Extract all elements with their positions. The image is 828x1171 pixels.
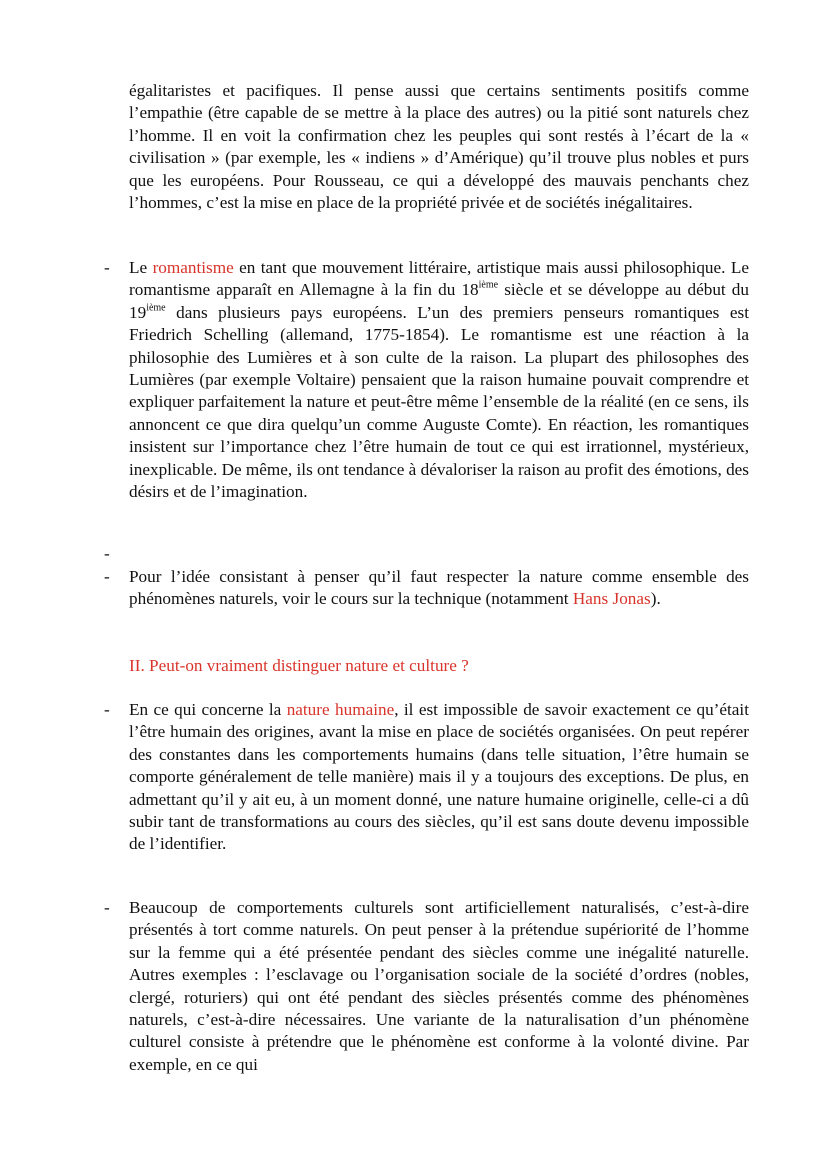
text-segment: Le (129, 258, 153, 277)
paragraph-naturalisation: Beaucoup de comportements culturels sont artificiellement naturalisés, c’est-à-dire présentés à tort comme naturels. On peut penser à la prétendue supériorité de l’homme sur la femme qui a été présentée pendant des siècles comme une inégalité naturelle. Autres exemples : l’esclavage ou l’organisation sociale de la société d’ordres (nobles, clergé, roturiers) qui ont été pendant des siècles présentés comme des phénomènes naturels, c’est-à-dire nécessaires. Une variante de la naturalisation d’un phénomène culturel consiste à prétendre que le phénomène est conforme à la volonté divine. Par exemple, en ce qui (129, 898, 749, 1074)
superscript: ième (478, 279, 499, 291)
bullet-dash: - (104, 567, 110, 586)
text-segment: dans plusieurs pays européens. L’un des premiers penseurs romantiques est Friedrich Schelling (allemand, 1775-1854). Le romantisme est une réaction à la philosophie des Lumières et à son culte de la raison. La plupart des philosophes des Lumières (par exemple Voltaire) pensaient que la raison humaine pouvait comprendre et expliquer parfaitement la nature et peut-être même l’ensemble de la réalité (en ce sens, ils annoncent ce que dira quelqu’un comme Auguste Comte). En réaction, les romantiques insistent sur l’importance chez l’être humain de tout ce qui est irrationnel, mystérieux, inexplicable. De même, ils ont tendance à dévaloriser la raison au profit des émotions, des désirs et de l’imagination. (129, 302, 749, 502)
paragraph-romantisme (129, 257, 749, 503)
paragraph-technique (129, 566, 749, 611)
bullet-dash: - (104, 700, 110, 719)
text-segment: En ce qui concerne la (129, 700, 287, 719)
highlighted-term-romantisme: romantisme (152, 258, 234, 277)
highlighted-term-hans-jonas: Hans Jonas (572, 589, 651, 609)
superscript: ième (146, 302, 166, 314)
bullet-dash: - (104, 544, 110, 563)
text-segment: ). (650, 589, 661, 609)
paragraph-rousseau: égalitaristes et pacifiques. Il pense aussi que certains sentiments positifs comme l’empathie (être capable de se mettre à la place des autres) ou la pitié sont naturels chez l’homme. Il en voit la confirmation chez les peuples qui sont restés à l’écart de la « civilisation » (par exemple, les « indiens » d’Amérique) qu’il trouve plus nobles et purs que les européens. Pour Rousseau, ce qui a développé des mauvais penchants chez l’hommes, c’est la mise en place de la propriété privée et de sociétés inégalitaires. (129, 81, 749, 213)
paragraph-nature-humaine (129, 699, 749, 856)
text-segment: siècle et se développe au début du 19 (129, 280, 749, 322)
bullet-dash: - (104, 258, 110, 277)
text-segment: en tant que mouvement littéraire, artistique mais aussi philosophique. Le romantisme apparaît en Allemagne à la fin du 18 (129, 258, 749, 300)
text-segment: Pour l’idée consistant à penser qu’il faut respecter la nature comme ensemble des phénomènes naturels, voir le cours sur la technique (notamment (129, 567, 749, 609)
bullet-dash: - (104, 898, 110, 917)
section-heading: II. Peut-on vraiment distinguer nature et culture ? (129, 656, 469, 675)
text-segment: , il est impossible de savoir exactement ce qu’était l’être humain des origines, avant la mise en place de sociétés organisées. On peut repérer des constantes dans les comportements humains (dans telle situation, l’être humain se comporte généralement de telle manière) mais il y a toujours des exceptions. De plus, en admettant qu’il y ait eu, à un moment donné, une nature humaine originelle, celle-ci a dû subir tant de transformations au cours des siècles, qu’il est sans doute devenu impossible de l’identifier. (129, 700, 749, 854)
highlighted-term-nature-humaine: nature humaine (286, 700, 395, 719)
